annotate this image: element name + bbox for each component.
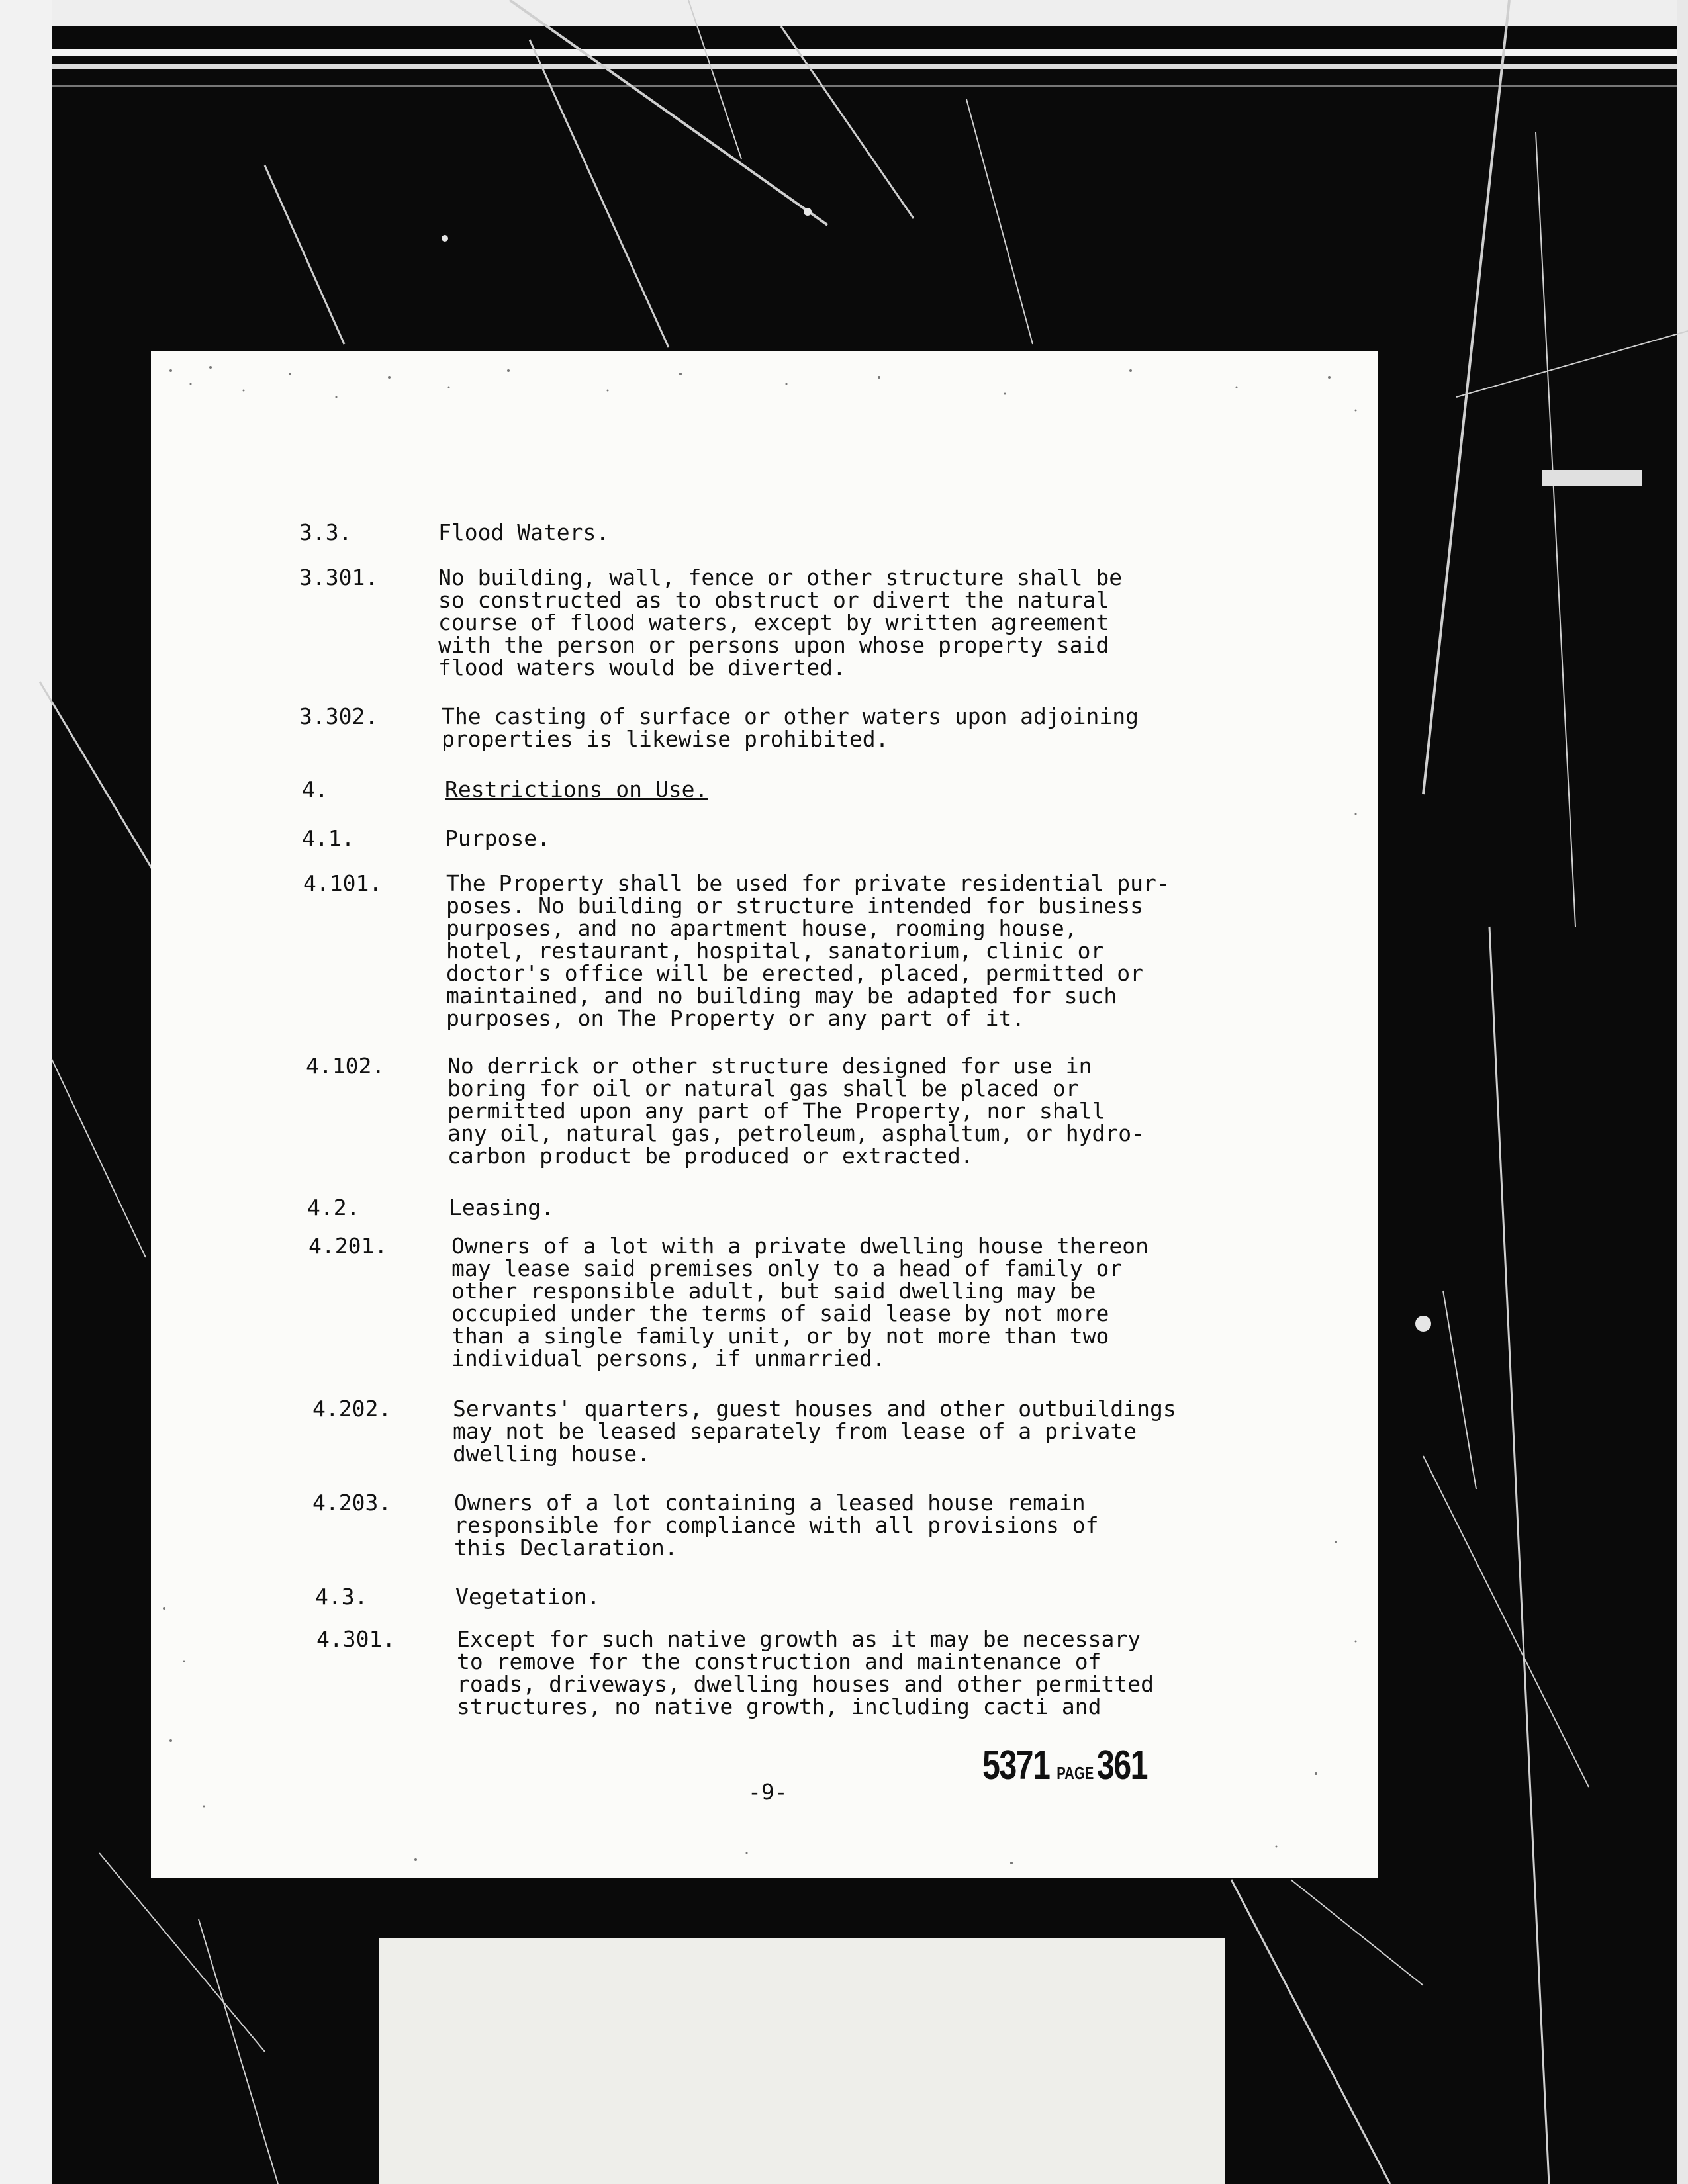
section-number: 4. [302,776,328,802]
section-number: 4.1. [302,825,355,851]
section-number: 4.2. [307,1195,360,1220]
section-heading: Purpose. [445,825,550,851]
page-number: -9- [748,1779,788,1805]
section-number: 3.3. [299,520,352,545]
book-number: 5371 [982,1743,1050,1788]
section-body: The casting of surface or other waters upon adjoining properties is likewise prohibited. [442,704,1139,752]
section-number: 4.102. [306,1053,385,1079]
section-number: 4.202. [312,1396,392,1422]
page-label: PAGE [1056,1763,1094,1783]
book-page-reference [982,1742,1147,1789]
section-number: 3.301. [299,565,379,590]
section-body: Servants' quarters, guest houses and other outbuildings may not be leased separately from lease of a private dwelling house. [453,1396,1176,1467]
section-number: 4.203. [312,1490,392,1516]
section-body: Owners of a lot containing a leased house remain responsible for compliance with all provisions of this Declaration. [454,1490,1099,1561]
section-body: Except for such native growth as it may be necessary to remove for the construction and maintenance of roads, driveways, dwelling houses and other permitted structures, no native growth, including cacti and [457,1626,1154,1719]
section-body: Owners of a lot with a private dwelling house thereon may lease said premises only to a head of family or other responsible adult, but said dwelling may be occupied under the terms of said lease by not more than a single family unit, or by not more than two individual persons, if unmarried. [451,1233,1149,1371]
section-heading: Flood Waters. [438,520,610,545]
section-number: 4.301. [316,1626,396,1652]
section-number: 3.302. [299,704,379,729]
section-number: 4.101. [303,870,383,896]
section-heading: Restrictions on Use. [445,776,708,802]
section-number: 4.3. [315,1584,368,1610]
section-body: No building, wall, fence or other structure shall be so constructed as to obstruct or divert the natural course of flood waters, except by written agreement with the person or persons upon whose property said flood waters would be diverted. [438,565,1123,680]
section-number: 4.201. [308,1233,388,1259]
section-heading: Leasing. [449,1195,554,1220]
section-heading: Vegetation. [455,1584,600,1610]
section-body: No derrick or other structure designed for use in boring for oil or natural gas shall be placed or permitted upon any part of The Property, nor shall any oil, natural gas, petroleum, asphaltum, or hydro- carbon product be produced or extracted. [447,1053,1145,1169]
section-body: The Property shall be used for private residential pur- poses. No building or structure intended for business purposes, and no apartment house, rooming house, hotel, restaurant, hospital, sanatorium, clinic or doctor's office will be erected, placed, permitted or maintained, and no building may be adapted for such purposes, on The Property or any part of it. [446,870,1170,1031]
book-page-number: 361 [1096,1743,1147,1788]
